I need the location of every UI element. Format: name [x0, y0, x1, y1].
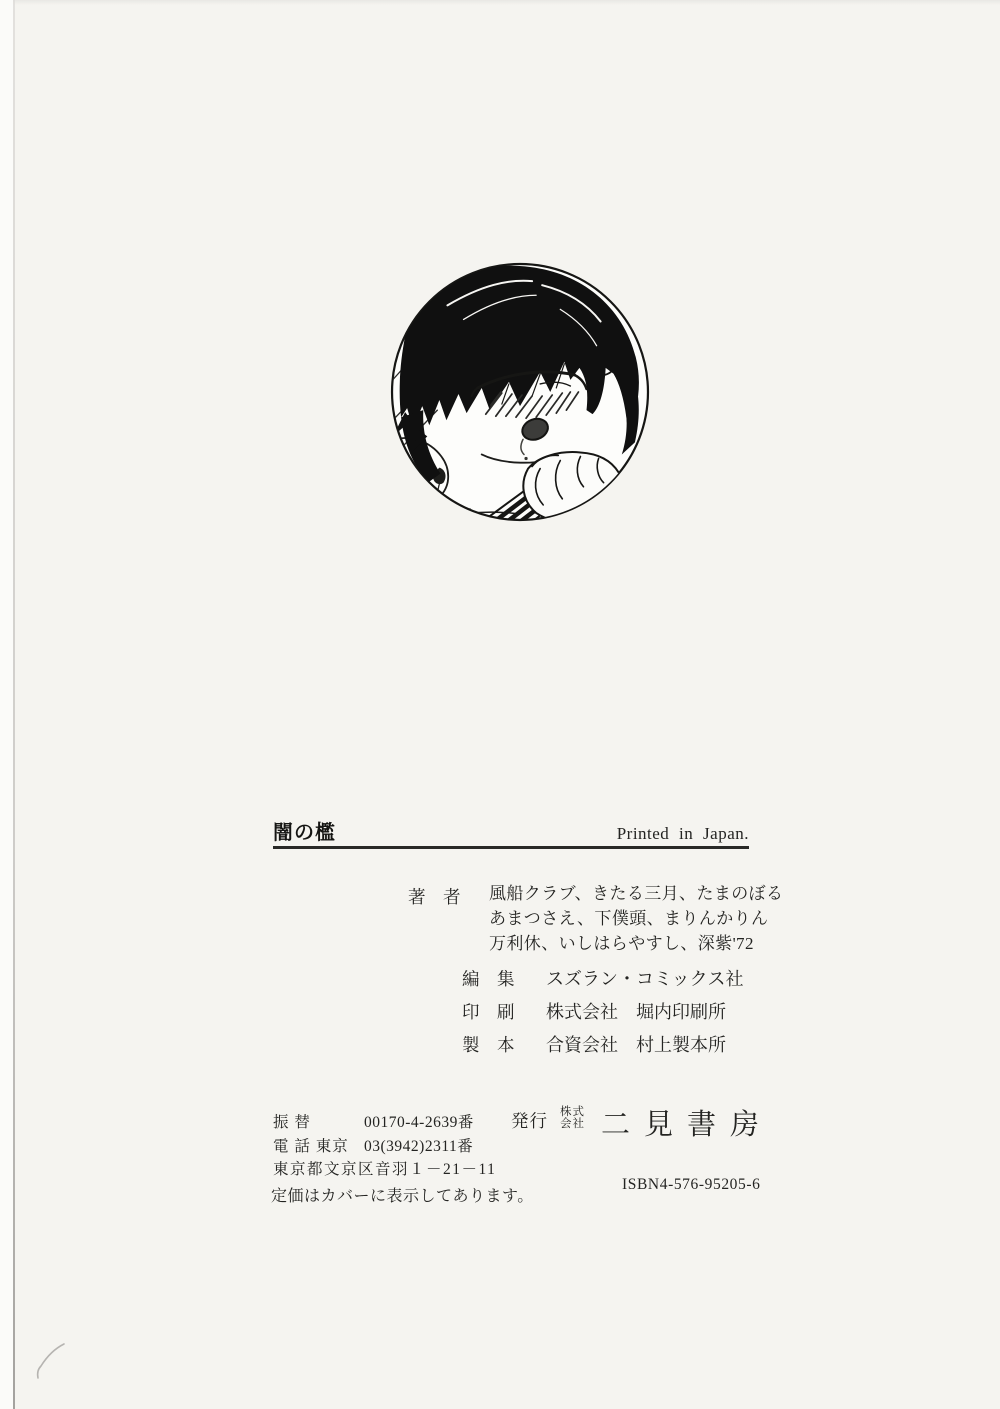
corporate-form-bottom: 会社: [560, 1118, 585, 1130]
corporate-form-top: 株式: [560, 1106, 585, 1118]
scan-edge-strip: [0, 0, 13, 1409]
publisher-address: 東京都文京区音羽１－21－11: [273, 1161, 497, 1178]
phone-number: 03(3942)2311番: [364, 1138, 474, 1155]
manga-portrait-drawing: [389, 261, 651, 523]
binder-label: 製 本: [462, 1035, 515, 1055]
price-notice: 定価はカバーに表示してあります。: [271, 1188, 534, 1205]
author-names: [489, 882, 783, 956]
title-row: [273, 816, 749, 845]
binder-value: 合資会社 村上製本所: [546, 1035, 726, 1055]
printed-in-japan-label: Printed in Japan.: [616, 824, 749, 843]
publisher-name: 二見書房: [601, 1109, 774, 1141]
skin-dot: [453, 505, 456, 508]
printer-value: 株式会社 堀内印刷所: [546, 1002, 726, 1022]
author-line-1: 風船クラブ、きたる三月、たまのぼる: [489, 884, 784, 903]
postal-transfer-number: 00170-4-2639番: [364, 1114, 474, 1131]
author-line-3: 万利休、いしはらやすし、深紫'72: [489, 933, 754, 953]
printer-label: 印 刷: [462, 1002, 515, 1022]
corporate-form-stack: [560, 1106, 585, 1130]
phone-label: 電 話 東京: [273, 1138, 349, 1155]
isbn-number: ISBN4-576-95205-6: [622, 1176, 761, 1193]
circular-illustration: [389, 261, 651, 523]
author-line-2: あまつさえ、下僕頭、まりんかりん: [489, 908, 769, 928]
pencil-mark: [34, 1340, 70, 1382]
title-underline-rule: [273, 846, 749, 849]
scan-crease-line: [13, 0, 15, 1409]
book-title: 闇の檻: [273, 822, 336, 844]
publisher-role-label: 発行: [511, 1111, 548, 1131]
postal-transfer-label: 振 替: [273, 1114, 311, 1131]
editor-value: スズラン・コミックス社: [546, 969, 744, 989]
editor-label: 編 集: [462, 969, 515, 989]
drip-dot: [524, 457, 527, 460]
author-label: 著 者: [408, 887, 461, 907]
